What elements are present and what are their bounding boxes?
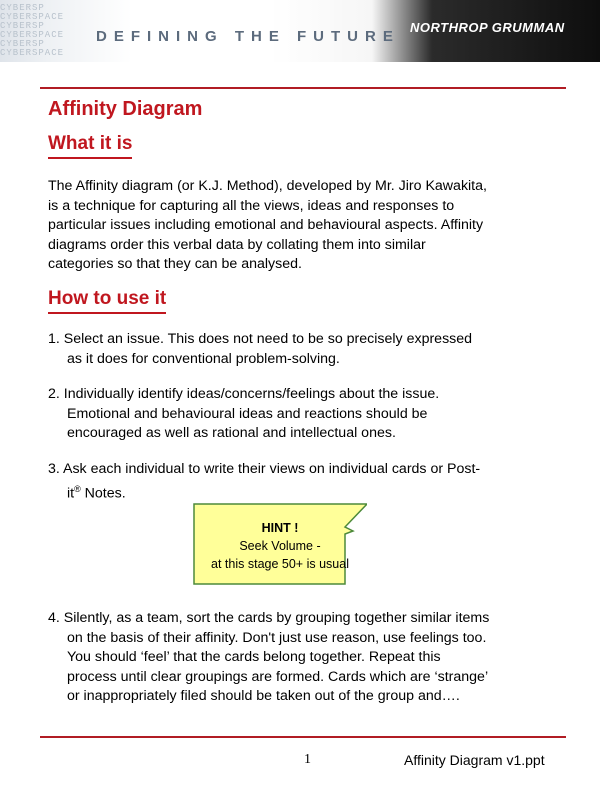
step-text: or inappropriately filed should be taken out of the group and…. (67, 688, 460, 704)
para-line: The Affinity diagram (or K.J. Method), developed by Mr. Jiro Kawakita, (48, 178, 487, 194)
step-text: it (67, 485, 75, 502)
step-text: as it does for conventional problem-solving. (67, 350, 340, 367)
heading-how-text: How to use it (48, 288, 167, 309)
para-line: categories so that they can be analysed. (48, 256, 302, 272)
step-text: 1. Select an issue. This does not need to be so precisely expressed (48, 331, 473, 347)
step-3 (48, 460, 560, 504)
para-line: diagrams order this verbal data by collating them into similar (48, 236, 426, 253)
hint-line: at this stage 50+ is usual (211, 557, 349, 571)
page-number: 1 (304, 752, 311, 767)
step-text: 2. Individually identify ideas/concerns/feelings about the issue. (48, 386, 440, 402)
step-text: encouraged as well as rational and intellectual ones. (67, 425, 396, 441)
cyber-texture: CYBERSP CYBERSPACE CYBERSP CYBERSPACE CYBERSP CYBERSPACE (0, 4, 65, 58)
step-text: process until clear groupings are formed. Cards which are ‘strange’ (67, 668, 489, 685)
hint-heading: HINT ! (261, 521, 299, 535)
footer-filename: Affinity Diagram v1.ppt (404, 752, 545, 768)
step-text: Notes. (80, 485, 126, 502)
header-banner (0, 0, 600, 62)
heading-how-to-use-it (48, 288, 166, 314)
step-text: on the basis of their affinity. Don't just use reason, use feelings too. (67, 629, 487, 646)
step-4 (48, 609, 560, 707)
step-text: 3. Ask each individual to write their views on individual cards or Post- (48, 461, 481, 477)
step-text: 4. Silently, as a team, sort the cards by grouping together similar items (48, 610, 490, 626)
para-line: is a technique for capturing all the views, ideas and responses to (48, 197, 455, 214)
hint-line: Seek Volume - (239, 539, 321, 553)
bottom-divider (40, 736, 566, 738)
heading-underline (48, 157, 132, 159)
step-text: Emotional and behavioural ideas and reactions should be (67, 405, 428, 422)
step-2 (48, 385, 560, 444)
heading-what-text: What it is (48, 133, 133, 154)
hint-text (193, 519, 367, 573)
company-logo: NORTHROP GRUMMAN (410, 20, 565, 35)
hint-callout (193, 503, 367, 585)
header-tagline: DEFINING THE FUTURE (96, 28, 400, 45)
heading-underline (48, 312, 166, 314)
step-text-cont (48, 480, 560, 504)
registered-mark: ® (74, 483, 81, 494)
step-text: You should ‘feel’ that the cards belong together. Repeat this (67, 649, 441, 665)
step-1 (48, 330, 560, 369)
heading-what-it-is (48, 133, 132, 159)
what-paragraph (48, 177, 558, 275)
page-title: Affinity Diagram (48, 98, 203, 120)
top-divider (40, 87, 566, 89)
para-line: particular issues including emotional and behavioural aspects. Affinity (48, 217, 484, 233)
